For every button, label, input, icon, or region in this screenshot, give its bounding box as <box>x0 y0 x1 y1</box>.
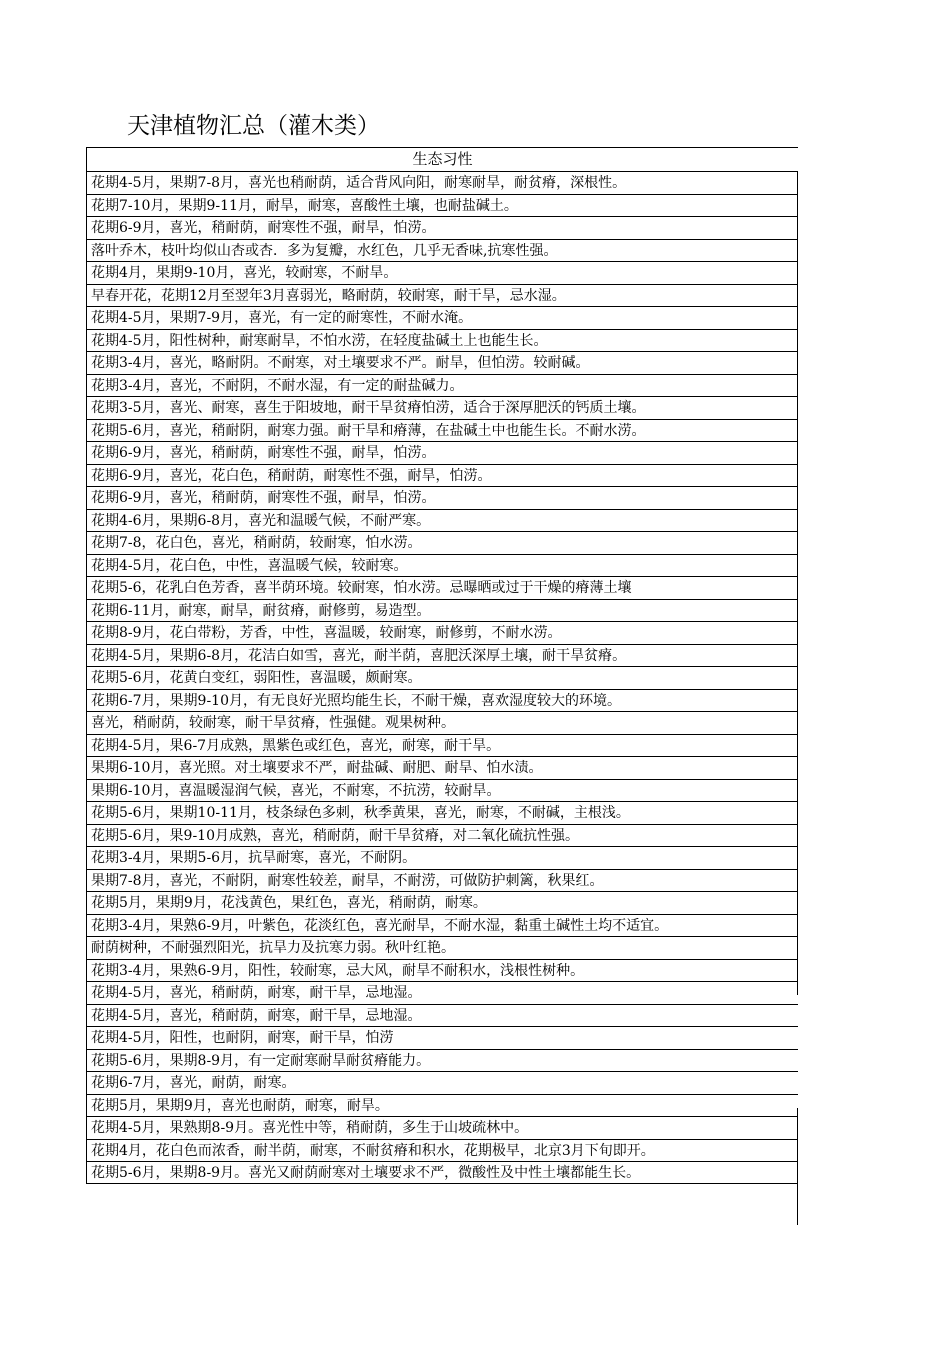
table-header: 生态习性 <box>86 147 798 171</box>
table-row: 花期5-6月，果9-10月成熟，喜光，稍耐荫，耐干旱贫瘠，对二氧化硫抗性强。 <box>86 824 798 847</box>
table-row: 花期4-5月，果期7-9月，喜光，有一定的耐寒性，不耐水淹。 <box>86 306 798 329</box>
table-row: 花期4-5月，果6-7月成熟，黑紫色或红色，喜光，耐寒，耐干旱。 <box>86 734 798 757</box>
table-row: 花期3-4月，果期5-6月，抗旱耐寒，喜光，不耐阴。 <box>86 846 798 869</box>
table-row: 喜光，稍耐荫，较耐寒，耐干旱贫瘠，性强健。观果树种。 <box>86 711 798 734</box>
table-row: 花期3-5月，喜光、耐寒，喜生于阳坡地，耐干旱贫瘠怕涝，适合于深厚肥沃的钙质土壤。 <box>86 396 798 419</box>
table-row: 花期6-7月，喜光，耐荫，耐寒。 <box>86 1071 798 1094</box>
right-border-line <box>797 1108 798 1225</box>
table-row: 花期3-4月，果熟6-9月，叶紫色，花淡红色，喜光耐旱，不耐水湿，黏重土碱性土均不适宜。 <box>86 914 798 937</box>
table-row: 花期5月，果期9月，花浅黄色，果红色，喜光，稍耐荫，耐寒。 <box>86 891 798 914</box>
page-title: 天津植物汇总（灌木类） <box>127 113 380 139</box>
table-row: 花期3-4月，果熟6-9月，阳性，较耐寒，忌大风，耐旱不耐积水，浅根性树种。 <box>86 959 798 982</box>
table-row: 耐荫树种，不耐强烈阳光，抗旱力及抗寒力弱。秋叶红艳。 <box>86 936 798 959</box>
table-row: 花期8-9月，花白带粉，芳香，中性，喜温暖，较耐寒，耐修剪，不耐水涝。 <box>86 621 798 644</box>
table-row: 早春开花，花期12月至翌年3月喜弱光，略耐荫，较耐寒，耐干旱，忌水湿。 <box>86 284 798 307</box>
table-row: 花期4月，花白色而浓香，耐半荫，耐寒，不耐贫瘠和积水，花期极早，北京3月下旬即开。 <box>86 1139 798 1162</box>
table-row: 花期4-5月，喜光，稍耐荫，耐寒，耐干旱，忌地湿。 <box>86 981 798 1004</box>
table-row: 花期5-6月，喜光，稍耐阴，耐寒力强。耐干旱和瘠薄，在盐碱土中也能生长。不耐水涝。 <box>86 419 798 442</box>
table-row: 花期5-6月，果期10-11月，枝条绿色多刺，秋季黄果，喜光，耐寒，不耐碱，主根浅。 <box>86 801 798 824</box>
table-row: 花期5-6，花乳白色芳香，喜半荫环境。较耐寒，怕水涝。忌曝晒或过于干燥的瘠薄土壤 <box>86 576 798 599</box>
table-row: 花期6-11月，耐寒，耐旱，耐贫瘠，耐修剪，易造型。 <box>86 599 798 622</box>
table-row: 花期4月，果期9-10月，喜光，较耐寒，不耐旱。 <box>86 261 798 284</box>
table-row: 花期4-5月，果熟期8-9月。喜光性中等，稍耐荫，多生于山坡疏林中。 <box>86 1116 798 1139</box>
table-row: 花期4-5月，喜光，稍耐荫，耐寒，耐干旱，忌地湿。 <box>86 1004 798 1027</box>
table-row: 花期6-9月，喜光，花白色，稍耐荫，耐寒性不强，耐旱，怕涝。 <box>86 464 798 487</box>
right-border-line <box>797 171 798 995</box>
table-row: 果期6-10月，喜温暖湿润气候，喜光，不耐寒，不抗涝，较耐旱。 <box>86 779 798 802</box>
table-row: 花期5-6月，果期8-9月，有一定耐寒耐旱耐贫瘠能力。 <box>86 1049 798 1072</box>
table-row: 花期7-10月，果期9-11月，耐旱，耐寒，喜酸性土壤，也耐盐碱土。 <box>86 194 798 217</box>
table-row: 花期6-9月，喜光，稍耐荫，耐寒性不强，耐旱，怕涝。 <box>86 441 798 464</box>
table-row: 花期5-6月，花黄白变红，弱阳性，喜温暖，颇耐寒。 <box>86 666 798 689</box>
table-row: 花期4-5月，花白色，中性，喜温暖气候，较耐寒。 <box>86 554 798 577</box>
table-row: 花期4-5月，果期6-8月，花洁白如雪，喜光，耐半荫，喜肥沃深厚土壤，耐干旱贫瘠。 <box>86 644 798 667</box>
table-row: 花期6-9月，喜光，稍耐荫，耐寒性不强，耐旱，怕涝。 <box>86 486 798 509</box>
table-row: 花期4-5月，果期7-8月，喜光也稍耐荫，适合背风向阳，耐寒耐旱，耐贫瘠，深根性。 <box>86 171 798 194</box>
table-row: 花期6-9月，喜光，稍耐荫，耐寒性不强，耐旱，怕涝。 <box>86 216 798 239</box>
table-row: 花期4-5月，阳性树种，耐寒耐旱，不怕水涝，在轻度盐碱土上也能生长。 <box>86 329 798 352</box>
table-row: 花期3-4月，喜光，不耐阴，不耐水湿，有一定的耐盐碱力。 <box>86 374 798 397</box>
table-row: 花期5-6月，果期8-9月。喜光又耐荫耐寒对土壤要求不严，微酸性及中性土壤都能生长。 <box>86 1161 798 1184</box>
table-row: 花期7-8，花白色，喜光，稍耐荫，较耐寒，怕水涝。 <box>86 531 798 554</box>
habit-table <box>86 147 798 1184</box>
table-row: 果期6-10月，喜光照。对土壤要求不严，耐盐碱、耐肥、耐旱、怕水渍。 <box>86 756 798 779</box>
table-body <box>86 171 798 1184</box>
table-row: 花期3-4月，喜光，略耐阴。不耐寒，对土壤要求不严。耐旱，但怕涝。较耐碱。 <box>86 351 798 374</box>
table-row: 花期6-7月，果期9-10月，有无良好光照均能生长，不耐干燥，喜欢湿度较大的环境。 <box>86 689 798 712</box>
table-row: 花期5月，果期9月，喜光也耐荫，耐寒，耐旱。 <box>86 1094 798 1117</box>
table-row: 花期4-5月，阳性，也耐阴，耐寒，耐干旱，怕涝 <box>86 1026 798 1049</box>
table-row: 果期7-8月，喜光，不耐阴，耐寒性较差，耐旱，不耐涝，可做防护刺篱，秋果红。 <box>86 869 798 892</box>
table-row: 花期4-6月，果期6-8月，喜光和温暖气候，不耐严寒。 <box>86 509 798 532</box>
table-row: 落叶乔木，枝叶均似山杏或杏．多为复瓣，水红色，几乎无香味,抗寒性强。 <box>86 239 798 262</box>
